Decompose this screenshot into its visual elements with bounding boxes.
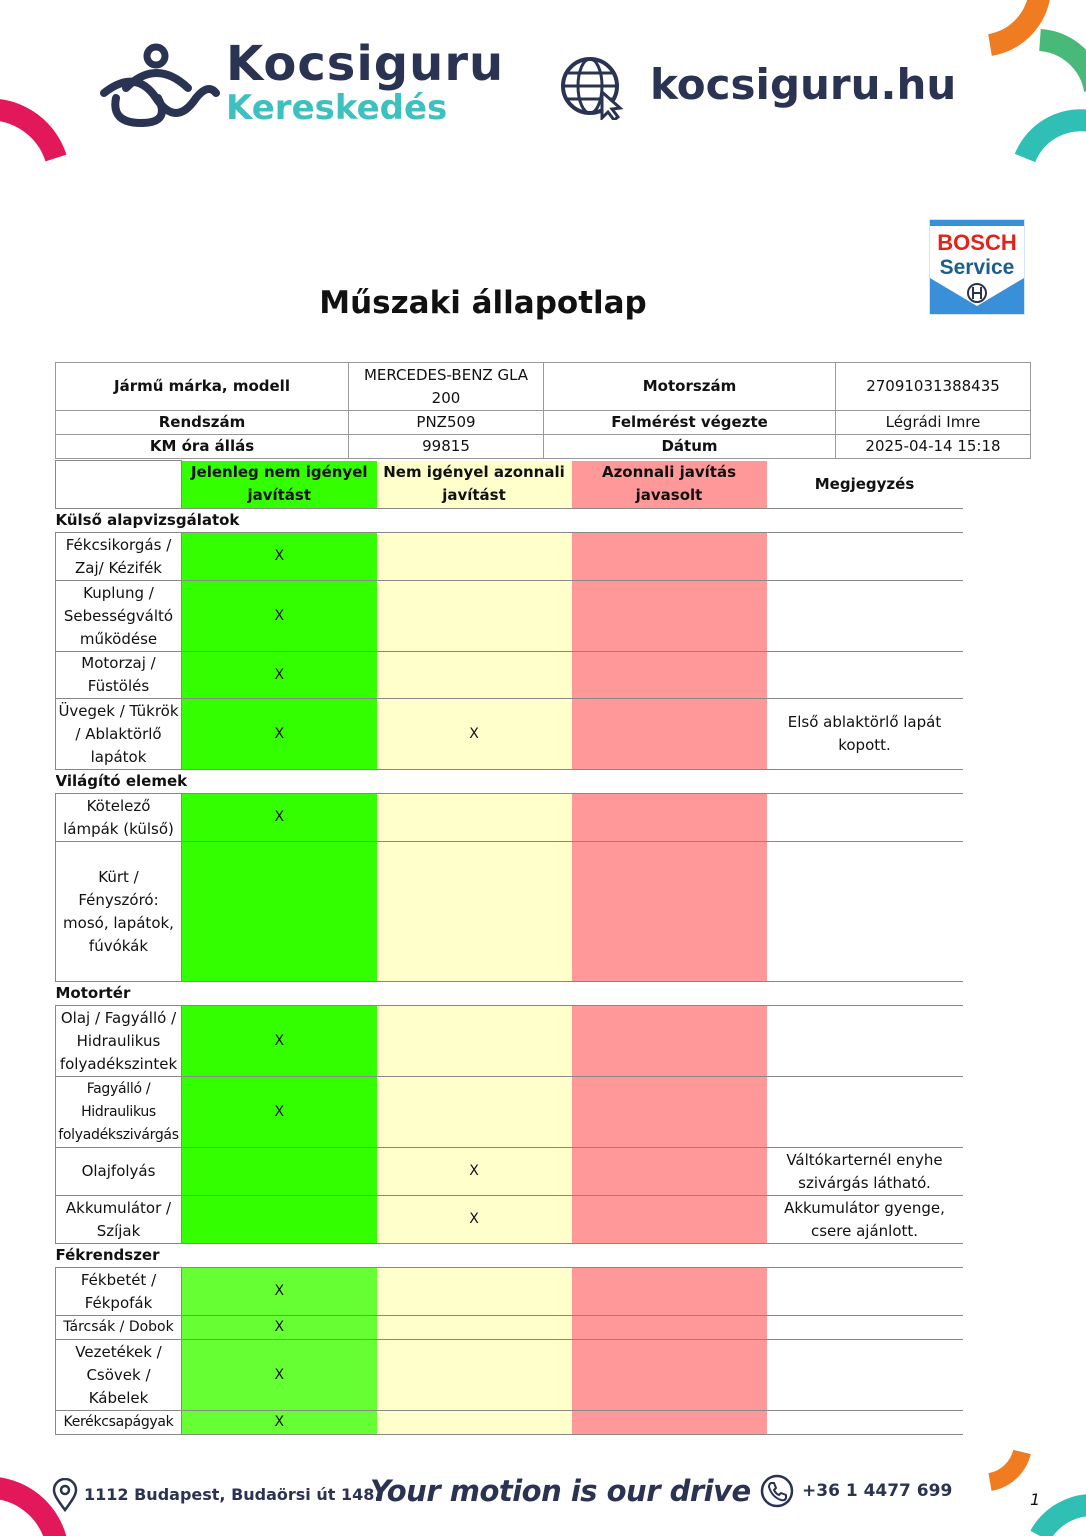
column-header-note: Megjegyzés — [767, 461, 963, 509]
table-row: Fékbetét / Fékpofák X — [56, 1268, 963, 1316]
section-title: Motortér — [56, 982, 963, 1006]
km-value: 99815 — [349, 435, 544, 459]
section-title: Világító elemek — [56, 770, 963, 794]
bosch-service-logo: BOSCH Service — [929, 219, 1025, 315]
table-row: Fékcsikorgás / Zaj/ Kézifék X — [56, 533, 963, 581]
table-row: Kuplung / Sebességváltó működése X — [56, 581, 963, 652]
column-header-ok: Jelenleg nem igényel javítást — [182, 461, 377, 509]
column-header-later: Nem igényel azonnali javítást — [377, 461, 572, 509]
column-header-now: Azonnali javítás javasolt — [572, 461, 767, 509]
plate-value: PNZ509 — [349, 411, 544, 435]
table-row: Motorzaj / Füstölés X — [56, 652, 963, 699]
brand-subtitle: Kereskedés — [226, 88, 448, 128]
surveyor-label: Felmérést végezte — [544, 411, 836, 435]
date-value: 2025-04-14 15:18 — [836, 435, 1031, 459]
date-label: Dátum — [544, 435, 836, 459]
location-pin-icon — [52, 1478, 78, 1512]
footer-slogan: Your motion is our drive — [370, 1474, 751, 1508]
section-title: Külső alapvizsgálatok — [56, 509, 963, 533]
table-row: Üvegek / Tükrök / Ablaktörlő lapátok X X Első ablaktörlő lapát kopott. — [56, 699, 963, 770]
make-label: Jármű márka, modell — [56, 363, 349, 411]
table-row: Kerékcsapágyak X — [56, 1411, 963, 1435]
brand-logo-icon — [96, 38, 221, 130]
footer-phone: +36 1 4477 699 — [802, 1481, 953, 1501]
table-row: Olajfolyás X Váltókarternél enyhe szivárgás látható. — [56, 1148, 963, 1196]
table-row: Akkumulátor / Szíjak X Akkumulátor gyenge, csere ajánlott. — [56, 1196, 963, 1244]
table-row: Vezetékek / Csövek / Kábelek X — [56, 1340, 963, 1411]
table-row: Tárcsák / Dobok X — [56, 1316, 963, 1340]
surveyor-value: Légrádi Imre — [836, 411, 1031, 435]
website-url: kocsiguru.hu — [650, 60, 957, 109]
inspection-table — [55, 460, 963, 1435]
table-row: Olaj / Fagyálló / Hidraulikus folyadékszintek X — [56, 1006, 963, 1077]
engine-number-value: 27091031388435 — [836, 363, 1031, 411]
table-row: Fagyálló / Hidraulikus folyadékszivárgás X — [56, 1077, 963, 1148]
engine-number-label: Motorszám — [544, 363, 836, 411]
plate-label: Rendszám — [56, 411, 349, 435]
page-number: 1 — [1030, 1490, 1041, 1509]
brand-name: Kocsiguru — [226, 36, 505, 92]
table-row: Kötelező lámpák (külső) X — [56, 794, 963, 842]
footer-address: 1112 Budapest, Budaörsi út 148. — [84, 1485, 381, 1504]
page-title: Műszaki állapotlap — [319, 285, 647, 321]
section-title: Fékrendszer — [56, 1244, 963, 1268]
make-value: MERCEDES-BENZ GLA 200 — [349, 363, 544, 411]
km-label: KM óra állás — [56, 435, 349, 459]
phone-icon — [760, 1474, 794, 1508]
globe-cursor-icon — [560, 56, 624, 120]
table-row: Kürt / Fényszóró: mosó, lapátok, fúvókák — [56, 842, 963, 982]
vehicle-info-table — [55, 362, 1031, 459]
